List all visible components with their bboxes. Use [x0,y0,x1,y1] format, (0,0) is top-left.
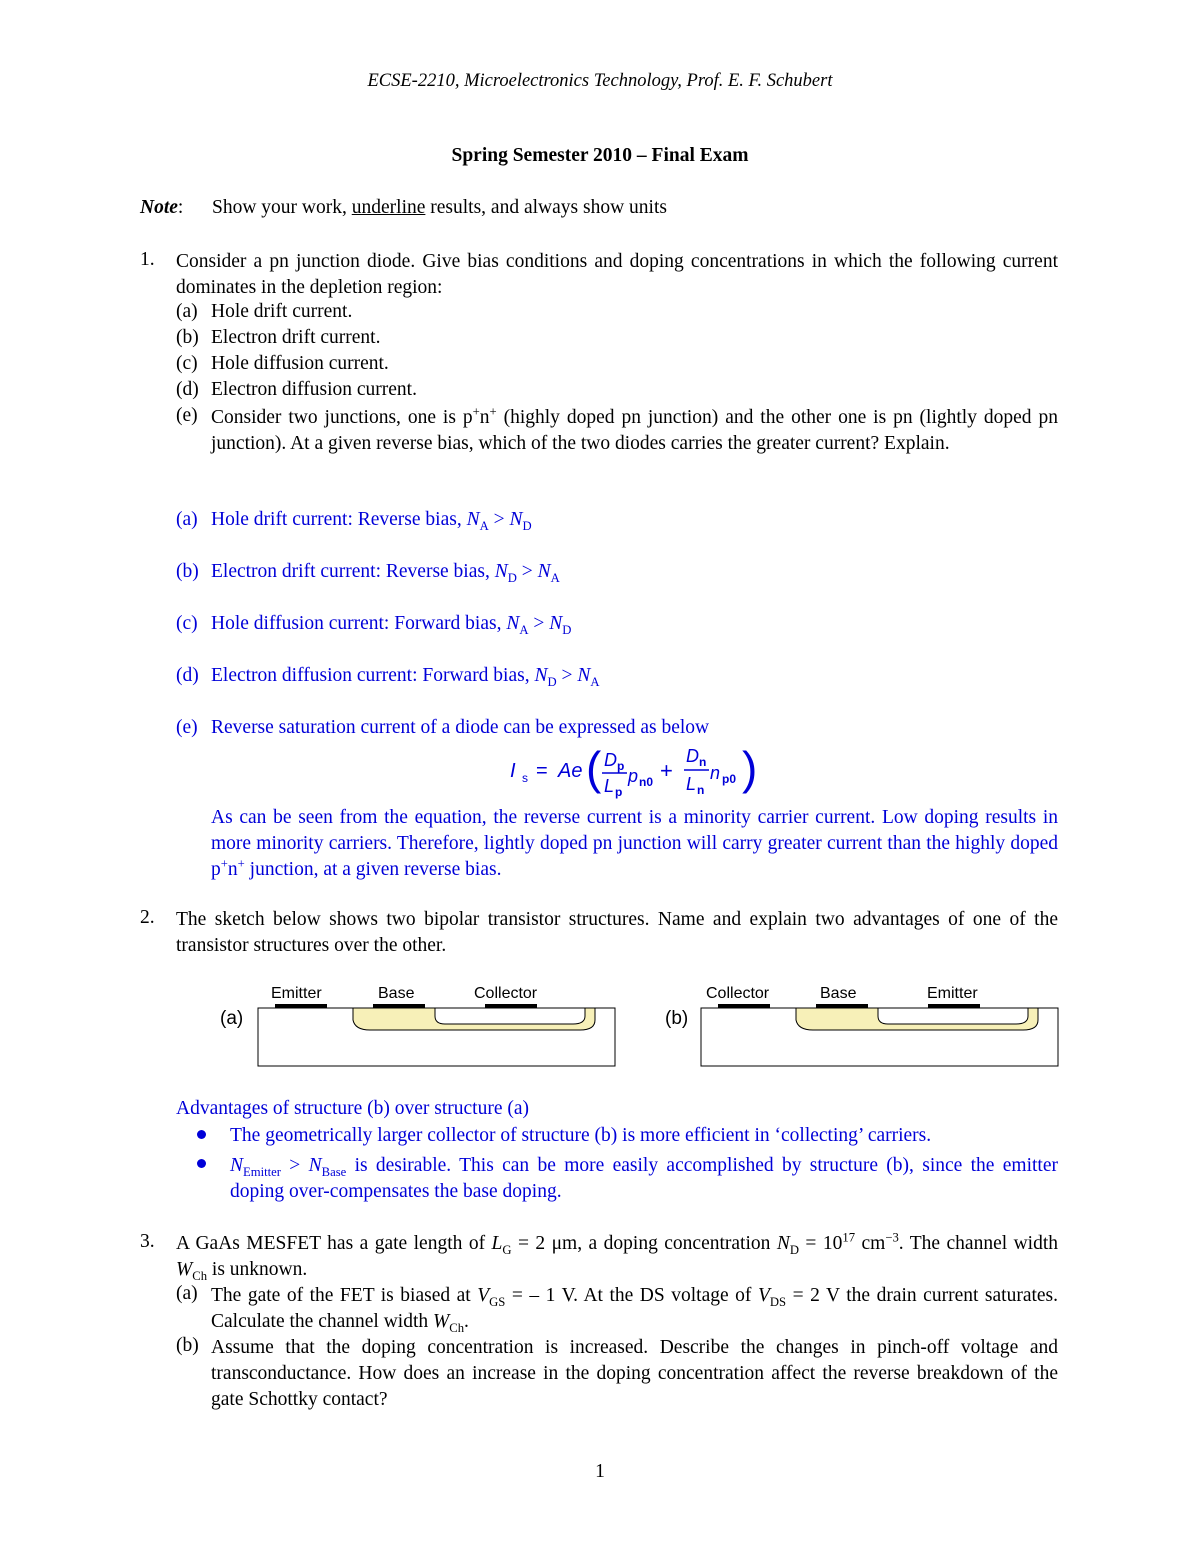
q1-part-a-label: (a) [176,301,198,322]
ans-a-text [211,509,532,531]
q2-answer-heading: Advantages of structure (b) over structure (a) [176,1098,530,1119]
ans-e-label: (e) [176,717,198,738]
ans-b-body: Electron drift current: Reverse bias, [211,561,495,582]
q3-part-a-text [211,1283,1058,1335]
q3-nd-sub: D [789,1242,799,1257]
saturation-current-equation [500,740,770,802]
q1-e-sup1: + [472,404,480,419]
ans-d-op: > [556,665,578,686]
eq-num2: D [686,746,699,766]
fig-b-emitter-contact [928,1004,980,1008]
q1-part-c-text: Hole diffusion current. [211,353,389,374]
q1-e-t3: (highly doped pn junction) and the other one is pn (lightly doped pn junction). At a given reverse bias, which of the two diodes carries the greater current? Explain. [211,407,1058,454]
q3-t6: is unknown. [207,1259,308,1280]
q1-text: Consider a pn junction diode. Give bias conditions and doping concentrations in which the following current dominates in the depletion region: [176,251,1058,298]
eq-equals: = [536,760,548,782]
q1-part-c-label: (c) [176,353,198,374]
eq-var2-sub: p0 [722,772,737,786]
ans-e-t3: junction, at a given reverse bias. [244,859,502,880]
q3-exp2: −3 [885,1230,899,1245]
q1-part-e-text [211,405,1058,457]
q2-bullet-1: The geometrically larger collector of structure (b) is more efficient in ‘collecting’ carriers. [230,1125,932,1146]
ans-c-s2: D [562,622,572,637]
bullet-dot [197,1130,206,1139]
fig-a-emitter-region [435,1008,585,1024]
ans-a-op: > [488,509,510,530]
ans-d-v2: N [577,665,591,686]
ans-e-sup1: + [220,856,228,871]
ans-b-s2: A [550,570,560,585]
fig-a-emitter-contact [275,1004,327,1008]
fig-b-label: (b) [665,1008,689,1029]
fig-a-emitter-label: Emitter [271,985,322,1002]
ans-e-t1: As can be seen from the equation, the reverse current is a minority carrier current. Low doping results in more minority carriers. Therefore, lightly doped pn junction will carry greater current than the highly doped p [211,807,1058,880]
ans-a-label: (a) [176,509,198,530]
q3-part-b-text: Assume that the doping concentration is increased. Describe the changes in pinch-off voltage and transconductance. How does an increase in the doping concentration affect the reverse breakdown of the gate Schottky contact? [211,1337,1058,1410]
ans-c-body: Hole diffusion current: Forward bias, [211,613,507,634]
ans-d-s1: D [547,674,557,689]
eq-den1: L [604,776,615,796]
note-line [140,197,183,219]
q1-part-d-label: (d) [176,379,199,400]
ans-e-sup2: + [237,856,245,871]
ans-c-label: (c) [176,613,198,634]
q2-b2-s2: Base [321,1164,347,1179]
ans-e-explanation [211,805,1058,883]
eq-num2-sub: n [699,755,707,769]
ans-d-v1: N [534,665,548,686]
q3a-s2: DS [769,1294,787,1309]
q3a-t3: = 2 V the drain current saturates. Calculate the channel width [211,1285,1059,1332]
ans-c-s1: A [519,622,529,637]
q2-text: The sketch below shows two bipolar transistor structures. Name and explain two advantages of one of the transistor structures over the other. [176,909,1058,956]
q3-number: 3. [140,1231,155,1252]
eq-den1-sub: p [615,785,623,799]
q1-part-b-label: (b) [176,327,199,348]
q3-wch-sub: Ch [192,1268,208,1283]
q3a-s3: Ch [449,1320,465,1335]
note-underlined: underline [351,197,426,218]
ans-b-op: > [516,561,538,582]
q1-part-e-label: (e) [176,405,198,426]
q1-e-sup2: + [489,404,497,419]
ans-d-body: Electron diffusion current: Forward bias, [211,665,535,686]
fig-a-collector-contact [485,1004,537,1008]
q1-part-d-text: Electron diffusion current. [211,379,417,400]
fig-b-collector-contact [718,1004,770,1008]
note-text-before: Show your work, [212,197,352,218]
q3a-v1: V [477,1285,490,1306]
q3-t1: A GaAs MESFET has a gate length of [176,1233,492,1254]
ans-d-text [211,665,600,687]
q2-bullet-2 [230,1153,1058,1205]
note-text [212,197,667,219]
q1-part-b-text: Electron drift current. [211,327,381,348]
ans-c-v1: N [506,613,520,634]
eq-num1-sub: p [617,759,625,773]
q3a-v3: W [433,1311,450,1332]
q3a-s1: GS [489,1294,506,1309]
ans-b-text [211,561,560,583]
fig-a-base-contact [373,1004,425,1008]
eq-num1: D [604,750,617,770]
fig-b-base-label: Base [820,985,857,1002]
ans-b-v2: N [537,561,551,582]
q3-t2: = 2 μm, a doping concentration [511,1233,777,1254]
fig-a-base-label: Base [378,985,415,1002]
ans-a-s1: A [479,518,489,533]
ans-c-v2: N [549,613,563,634]
ans-a-body: Hole drift current: Reverse bias, [211,509,467,530]
eq-var2: n [710,763,721,783]
q3a-t1: The gate of the FET is biased at [211,1285,478,1306]
ans-e-intro: Reverse saturation current of a diode can be expressed as below [211,717,710,738]
q1-number: 1. [140,249,155,270]
eq-coef: Ae [558,760,583,782]
q3-t4: cm [855,1233,886,1254]
fig-b-base-contact [816,1004,868,1008]
ans-a-v1: N [466,509,480,530]
q3-part-b-label: (b) [176,1335,199,1356]
fig-b-emitter-region [878,1008,1028,1024]
ans-c-text [211,613,571,635]
fig-a-label: (a) [220,1008,244,1029]
note-label: Note [140,197,178,218]
fig-b-emitter-label: Emitter [927,985,978,1002]
exam-title: Spring Semester 2010 – Final Exam [451,145,749,166]
transistor-structure-b [660,980,1065,1070]
ans-b-v1: N [494,561,508,582]
transistor-structure-a [215,980,620,1070]
eq-var1-sub: n0 [639,775,654,789]
q2-b2-v2: N [308,1155,322,1176]
q2-b2-v1: N [230,1155,244,1176]
ans-e-t2: n [227,859,238,880]
eq-den2: L [686,774,697,794]
q3-exp: 17 [842,1230,856,1245]
q3a-t4: . [464,1311,469,1332]
q1-e-t2: n [479,407,490,428]
q3-nd: N [776,1233,790,1254]
bullet-dot [197,1159,206,1168]
ans-b-s1: D [507,570,517,585]
q3-part-a-label: (a) [176,1283,198,1304]
ans-c-op: > [528,613,550,634]
q2-b2-text: is desirable. This can be more easily accomplished by structure (b), since the emitter doping over-compensates the base doping. [230,1155,1058,1202]
ans-d-label: (d) [176,665,199,686]
q3a-v2: V [757,1285,770,1306]
eq-lhs: I [510,760,516,782]
q3-lg: L [491,1233,503,1254]
page-number: 1 [595,1461,605,1482]
eq-plus: + [660,758,673,783]
q3-wch: W [176,1259,193,1280]
ans-d-s2: A [590,674,600,689]
q3-text [176,1231,1058,1283]
ans-b-label: (b) [176,561,199,582]
q1-e-t1: Consider two junctions, one is p [211,407,473,428]
q3-t5: . The channel width [898,1233,1059,1254]
eq-left-paren: ( [586,742,602,794]
q3a-t2: = – 1 V. At the DS voltage of [505,1285,758,1306]
ans-a-s2: D [522,518,532,533]
eq-lhs-sub: s [522,771,528,785]
fig-b-collector-label: Collector [706,985,770,1002]
q3-lg-sub: G [502,1242,512,1257]
q2-b2-s1: Emitter [243,1164,281,1179]
note-text-after: results, and always show units [425,197,667,218]
eq-right-paren: ) [742,742,758,794]
q2-number: 2. [140,907,155,928]
fig-a-collector-label: Collector [474,985,538,1002]
eq-den2-sub: n [697,783,705,797]
running-header: ECSE-2210, Microelectronics Technology, Prof. E. F. Schubert [367,71,833,91]
q2-b2-op: > [280,1155,309,1176]
note-colon: : [177,197,184,218]
eq-var1: p [628,766,639,786]
q1-part-a-text: Hole drift current. [211,301,353,322]
q3-t3: = 10 [798,1233,843,1254]
ans-a-v2: N [509,509,523,530]
